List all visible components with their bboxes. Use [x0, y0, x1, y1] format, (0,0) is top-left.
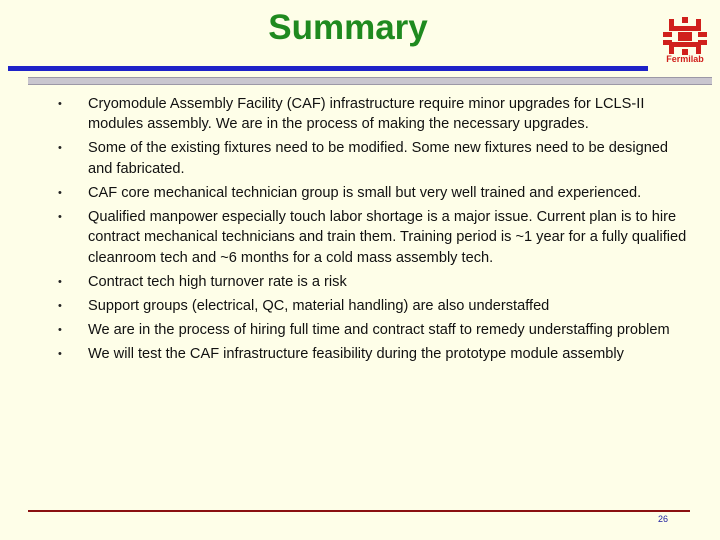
page-number: 26: [658, 514, 669, 524]
list-item: [55, 296, 695, 316]
list-item: [55, 138, 695, 179]
fermilab-logo-graphic: [660, 16, 710, 56]
page-title: Summary: [268, 8, 428, 47]
list-item: [55, 344, 695, 364]
bullet-dot-icon: •: [58, 98, 62, 110]
list-item: [55, 207, 695, 268]
title-bar: [8, 66, 648, 71]
bullet-text: We are in the process of hiring full time and contract staff to remedy understaffing problem: [88, 321, 670, 338]
bullet-list: [55, 94, 695, 368]
list-item: [55, 183, 695, 203]
footer-divider: [28, 510, 690, 512]
bullet-dot-icon: •: [58, 142, 62, 155]
logo-text: Fermilab: [666, 54, 704, 64]
bullet-text: Support groups (electrical, QC, material handling) are also understaffed: [88, 297, 550, 314]
list-item: [55, 272, 695, 292]
bullet-text: CAF core mechanical technician group is small but very well trained and experienced.: [88, 184, 642, 201]
list-item: [55, 320, 695, 340]
bullet-dot-icon: •: [58, 275, 62, 288]
title-underline: [28, 77, 712, 85]
bullet-text: Some of the existing fixtures need to be modified. Some new fixtures need to be designed and fabricated.: [88, 140, 669, 177]
bullet-dot-icon: •: [58, 186, 62, 199]
bullet-text: We will test the CAF infrastructure feasibility during the prototype module assembly: [88, 345, 624, 362]
bullet-text: Qualified manpower especially touch labor shortage is a major issue. Current plan is to hire contract mechanical technicians and train them. Training period is ~1 year for a fully qualified cleanroom tech and ~6 months for a cold mass assembly tech.: [88, 208, 687, 266]
bullet-dot-icon: •: [58, 299, 62, 312]
bullet-text: Contract tech high turnover rate is a risk: [88, 273, 347, 290]
bullet-dot-icon: •: [58, 210, 62, 223]
bullet-dot-icon: •: [58, 347, 62, 360]
fermilab-logo-icon: [660, 16, 710, 70]
bullet-dot-icon: •: [58, 323, 62, 336]
list-item: [55, 94, 695, 135]
bullet-text: Cryomodule Assembly Facility (CAF) infrastructure require minor upgrades for LCLS-II modules assembly. We are in the process of making the necessary upgrades.: [88, 96, 645, 133]
